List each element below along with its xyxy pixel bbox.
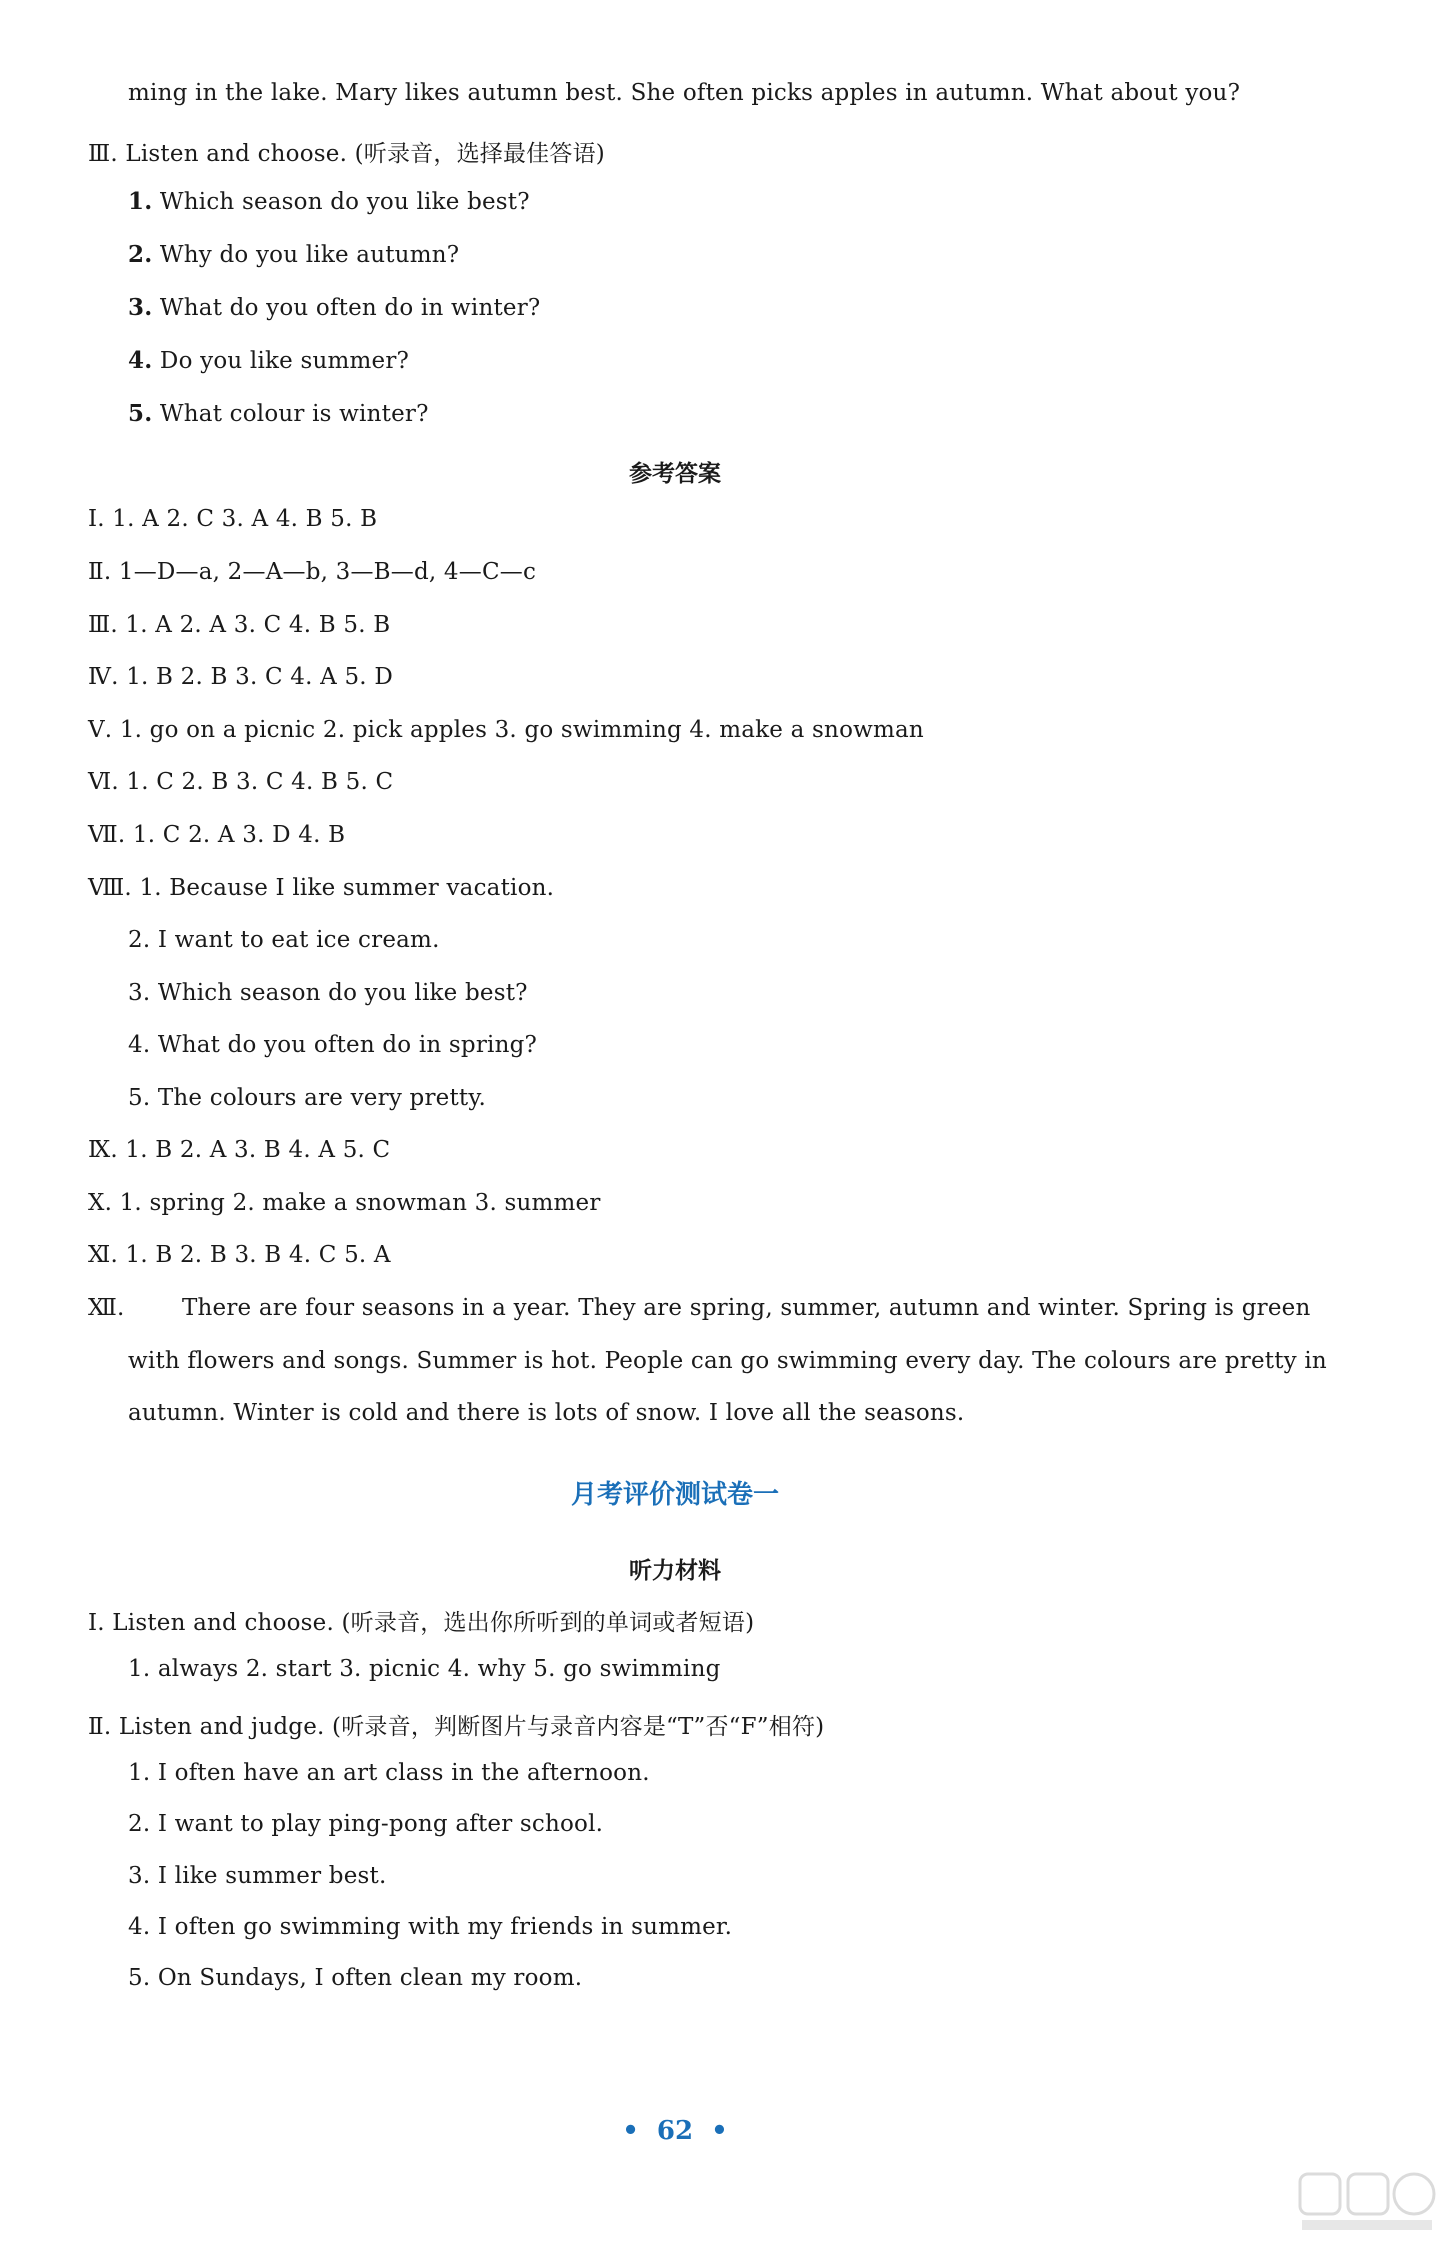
answer-row: Ⅸ. 1. B 2. A 3. B 4. A 5. C <box>88 1137 391 1163</box>
answer-row: Ⅵ. 1. C 2. B 3. C 4. B 5. C <box>88 769 394 795</box>
section-title: 月考评价测试卷一 <box>570 1480 779 1510</box>
listening-heading: 听力材料 <box>629 1558 721 1584</box>
paragraph-line: autumn. Winter is cold and there is lots of snow. I love all the seasons. <box>128 1400 965 1426</box>
answer-row: 3. Which season do you like best? <box>128 980 528 1006</box>
list-item: 1. I often have an art class in the afternoon. <box>128 1760 650 1786</box>
bullet-icon: • <box>622 2116 639 2146</box>
page-number <box>0 2116 1350 2146</box>
section-heading: Ⅲ. Listen and choose. (听录音，选择最佳答语) <box>88 141 605 167</box>
section-heading: Ⅱ. Listen and judge. (听录音，判断图片与录音内容是“T”否“F”相符) <box>88 1714 825 1740</box>
page-number-text: 62 <box>656 2116 694 2146</box>
answer-row: 5. The colours are very pretty. <box>128 1085 486 1111</box>
answer-label: Ⅻ. <box>88 1295 125 1321</box>
answer-row: Ⅱ. 1—D—a, 2—A—b, 3—B—d, 4—C—c <box>88 559 537 585</box>
answer-row: Ⅲ. 1. A 2. A 3. C 4. B 5. B <box>88 612 391 638</box>
list-item: 4. I often go swimming with my friends in summer. <box>128 1914 733 1940</box>
watermark-logo-icon <box>1292 2166 1442 2236</box>
answer-row: Ⅺ. 1. B 2. B 3. B 4. C 5. A <box>88 1242 391 1268</box>
answer-row: 2. I want to eat ice cream. <box>128 927 440 953</box>
list-item: 5. On Sundays, I often clean my room. <box>128 1965 583 1991</box>
list-item: 5. What colour is winter? <box>128 400 429 427</box>
list-item: 2. I want to play ping-pong after school. <box>128 1811 604 1837</box>
section-heading: Ⅰ. Listen and choose. (听录音，选出你所听到的单词或者短语) <box>88 1610 755 1636</box>
list-item: 3. I like summer best. <box>128 1863 387 1889</box>
list-item: 3. What do you often do in winter? <box>128 294 541 321</box>
answer-row: Ⅷ. 1. Because I like summer vacation. <box>88 875 555 901</box>
list-item: 1. Which season do you like best? <box>128 188 530 215</box>
bullet-icon: • <box>711 2116 728 2146</box>
answers-heading: 参考答案 <box>629 461 721 487</box>
answer-row: 4. What do you often do in spring? <box>128 1032 538 1058</box>
answer-row: Ⅹ. 1. spring 2. make a snowman 3. summer <box>88 1190 601 1216</box>
list-item: 1. always 2. start 3. picnic 4. why 5. go swimming <box>128 1656 721 1682</box>
list-item: 2. Why do you like autumn? <box>128 241 460 268</box>
text-line: ming in the lake. Mary likes autumn best. She often picks apples in autumn. What about you? <box>128 80 1241 106</box>
list-item: 4. Do you like summer? <box>128 347 410 374</box>
answer-row: Ⅶ. 1. C 2. A 3. D 4. B <box>88 822 346 848</box>
answer-row: Ⅳ. 1. B 2. B 3. C 4. A 5. D <box>88 664 393 690</box>
paragraph-line: with flowers and songs. Summer is hot. People can go swimming every day. The colours are pretty in <box>128 1348 1327 1374</box>
answer-row: Ⅴ. 1. go on a picnic 2. pick apples 3. go swimming 4. make a snowman <box>88 717 924 743</box>
paragraph-line: There are four seasons in a year. They are spring, summer, autumn and winter. Spring is green <box>182 1295 1311 1321</box>
answer-row: Ⅰ. 1. A 2. C 3. A 4. B 5. B <box>88 506 378 532</box>
